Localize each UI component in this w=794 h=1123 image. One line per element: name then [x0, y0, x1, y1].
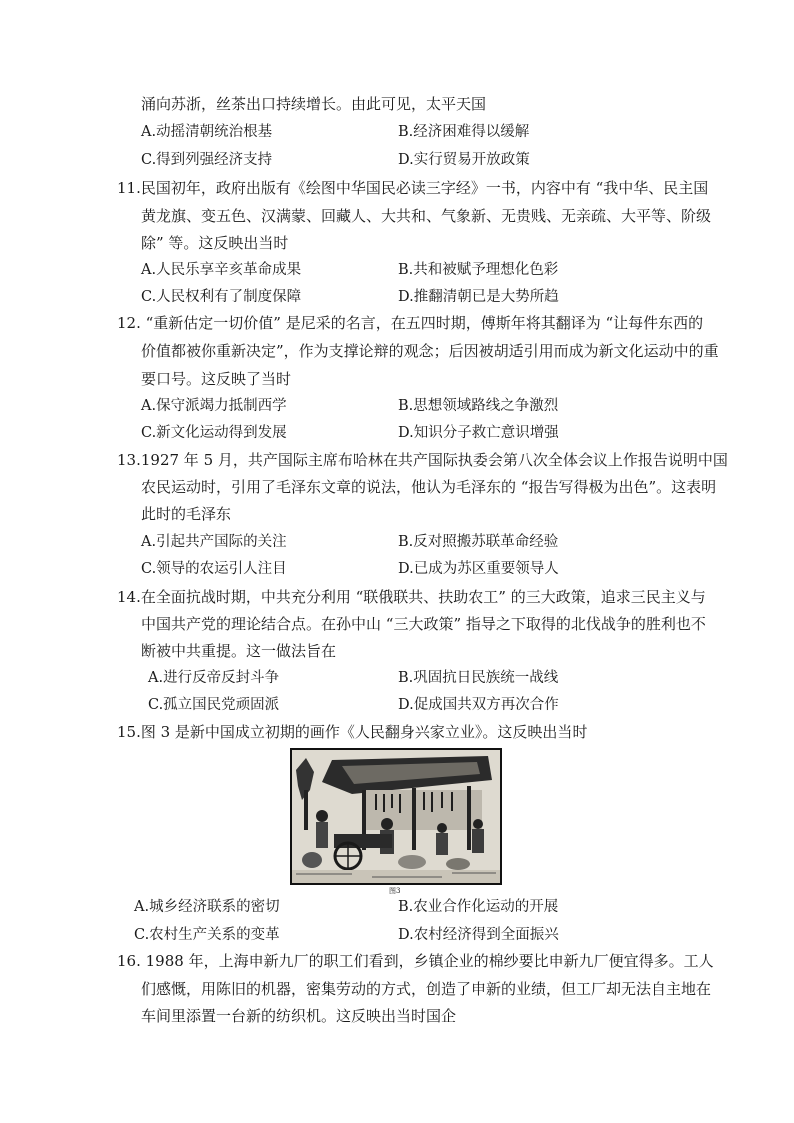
- q15-option-a: A.城乡经济联系的密切: [134, 899, 280, 915]
- figure-3-painting: [290, 748, 502, 885]
- q13-stem-line-2: 农民运动时，引用了毛泽东文章的说法，他认为毛泽东的 “报告写得极为出色”。这表明: [141, 478, 717, 496]
- q16-stem-line-2: 们感慨，用陈旧的机器，密集劳动的方式，创造了申新的业绩，但工厂却无法自主地在: [141, 980, 712, 998]
- q16-stem-line-1: 16. 1988 年，上海申新九厂的职工们看到，乡镇企业的棉纱要比申新九厂便宜得多。工人: [117, 952, 714, 970]
- q11-option-d: D.推翻清朝已是大势所趋: [398, 289, 559, 305]
- q12-option-b: B.思想领域路线之争激烈: [398, 398, 559, 414]
- q13-option-d: D.已成为苏区重要领导人: [398, 561, 559, 577]
- q15-option-c: C.农村生产关系的变革: [134, 927, 280, 943]
- q11-option-a: A.人民乐享辛亥革命成果: [141, 262, 302, 278]
- q14-option-c: C.孤立国民党顽固派: [148, 697, 280, 713]
- q12-option-d: D.知识分子救亡意识增强: [398, 425, 559, 441]
- q12-option-a: A.保守派竭力抵制西学: [141, 398, 287, 414]
- q14-stem-line-3: 断被中共重提。这一做法旨在: [141, 642, 337, 660]
- q13-stem-line-1: 13.1927 年 5 月，共产国际主席布哈林在共产国际执委会第八次全体会议上作报告说明中国: [117, 451, 728, 469]
- q11-option-b: B.共和被赋予理想化色彩: [398, 262, 559, 278]
- q11-stem-line-1: 11.民国初年，政府出版有《绘图中华国民必读三字经》一书，内容中有 “我中华、民主国: [117, 179, 709, 197]
- q14-stem-line-2: 中国共产党的理论结合点。在孙中山 “三大政策” 指导之下取得的北伐战争的胜利也不: [141, 615, 706, 633]
- q13-option-a: A.引起共产国际的关注: [141, 534, 287, 550]
- q14-option-d: D.促成国共双方再次合作: [398, 697, 559, 713]
- q13-stem-line-3: 此时的毛泽东: [141, 505, 232, 523]
- q12-option-c: C.新文化运动得到发展: [141, 425, 287, 441]
- q15-stem-line-1: 15.图 3 是新中国成立初期的画作《人民翻身兴家立业》。这反映出当时: [117, 723, 588, 741]
- q10-option-b: B.经济困难得以缓解: [398, 124, 530, 140]
- q16-stem-line-3: 车间里添置一台新的纺织机。这反映出当时国企: [141, 1007, 457, 1025]
- q10-option-d: D.实行贸易开放政策: [398, 152, 530, 168]
- q12-stem-line-1: 12. “重新估定一切价值” 是尼采的名言，在五四时期，傅斯年将其翻译为 “让每件东西的: [117, 314, 704, 332]
- q14-option-a: A.进行反帝反封斗争: [148, 670, 280, 686]
- q15-option-b: B.农业合作化运动的开展: [398, 899, 559, 915]
- q10-option-c: C.得到列强经济支持: [141, 152, 273, 168]
- q11-option-c: C.人民权利有了制度保障: [141, 289, 302, 305]
- figure-caption: 图3: [389, 887, 401, 895]
- q12-stem-line-2: 价值都被你重新决定”，作为支撑论辩的观念；后因被胡适引用而成为新文化运动中的重: [141, 342, 719, 360]
- q13-option-b: B.反对照搬苏联革命经验: [398, 534, 559, 550]
- q14-stem-line-1: 14.在全面抗战时期，中共充分利用 “联俄联共、扶助农工” 的三大政策，追求三民主义与: [117, 588, 706, 606]
- q15-option-d: D.农村经济得到全面振兴: [398, 927, 559, 943]
- q10-option-a: A.动摇清朝统治根基: [141, 124, 273, 140]
- q10-stem-continuation: 涌向苏浙，丝茶出口持续增长。由此可见，太平天国: [141, 95, 487, 113]
- q12-stem-line-3: 要口号。这反映了当时: [141, 370, 292, 388]
- q11-stem-line-2: 黄龙旗、变五色、汉满蒙、回藏人、大共和、气象新、无贵贱、无亲疏、大平等、阶级: [141, 207, 712, 225]
- q14-option-b: B.巩固抗日民族统一战线: [398, 670, 559, 686]
- woodcut-illustration: [292, 750, 500, 883]
- q13-option-c: C.领导的农运引人注目: [141, 561, 287, 577]
- q11-stem-line-3: 除” 等。这反映出当时: [141, 234, 289, 252]
